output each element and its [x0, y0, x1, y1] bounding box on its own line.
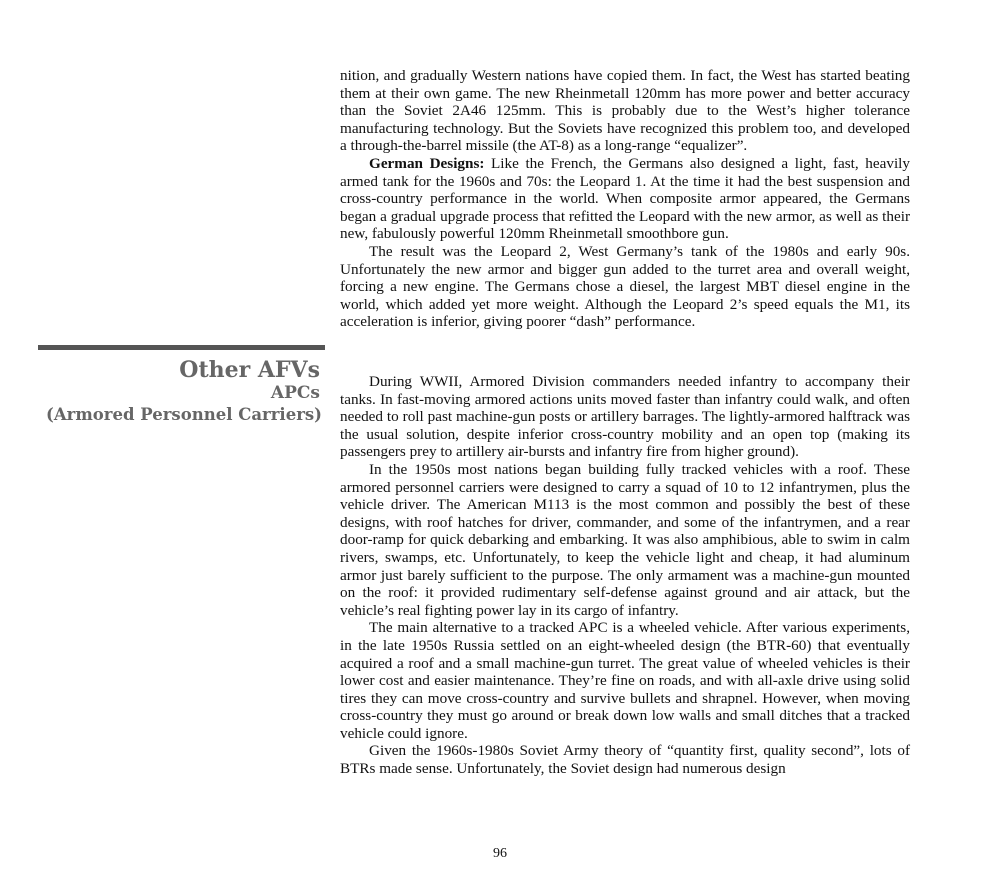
page-number: 96 [493, 846, 507, 861]
paragraph-text: During WWII, Armored Division commanders needed infantry to accompany their tanks. In fast-moving armored actions units moved faster than infantry could walk, and often needed to roll past machine-gun posts or artillery barrages. The lightly-armored halftrack was the usual solution, despite inferior cross-country mobility and an open top (making its passengers prey to artillery air-bursts and infantry fire from higher ground). [340, 373, 910, 461]
section-rule [38, 345, 325, 350]
paragraph [340, 243, 910, 331]
section-heading-block [42, 345, 320, 425]
paragraph-text: The main alternative to a tracked APC is a wheeled vehicle. After various experiments, in the late 1950s Russia settled on an eight-wheeled design (the BTR-60) that eventually acquired a roof and a small machine-gun turret. The great value of wheeled vehicles is their lower cost and easier maintenance. They’re fine on roads, and with all-axle drive using solid tires they can move cross-country and survive bullets and shrapnel. However, when moving cross-country they must go around or break down low walls and small ditches that a tracked vehicle could ignore. [340, 619, 910, 742]
section-subheading-expansion: (Armored Personnel Carriers) [46, 405, 322, 424]
paragraph-text: Like the French, the Germans also designed a light, fast, heavily armed tank for the 1960s and 70s: the Leopard 1. At the time it had the best suspension and cross-country performance in the world. When composite armor appeared, the Germans began a gradual upgrade process that refitted the Leopard with the new armor, as well as their new, fabulously powerful 120mm Rheinmetall smoothbore gun. [340, 154, 910, 243]
paragraph-text: In the 1950s most nations began building fully tracked vehicles with a roof. These armored personnel carriers were designed to carry a squad of 10 to 12 infantrymen, plus the vehicle driver. The American M113 is the most common and possibly the best of these designs, with roof hatches for driver, commander, and some of the infantrymen, and a rear door-ramp for quick debarking and embarking. It was also amphibious, able to swim in calm rivers, swamps, etc. Unfortunately, to keep the vehicle light and cheap, it had aluminum armor just barely sufficient to the purpose. The only armament was a machine-gun mounted on the roof: it provided rudimentary self-defense against ground and air attack, but the vehicle’s real fighting power lay in its cargo of infantry. [340, 460, 910, 619]
bottom-text-block [340, 373, 910, 778]
paragraph [340, 461, 910, 619]
paragraph [340, 742, 910, 777]
paragraph [340, 67, 910, 155]
paragraph [340, 619, 910, 742]
paragraph-text: Given the 1960s-1980s Soviet Army theory of “quantity first, quality second”, lots of BTRs made sense. Unfortunately, the Soviet design had numerous design [340, 742, 910, 778]
paragraph [340, 373, 910, 461]
section-subheading: APCs [270, 383, 320, 403]
run-in-heading: German Designs: [369, 154, 485, 172]
paragraph-german-designs [340, 155, 910, 243]
section-heading: Other AFVs [179, 357, 320, 383]
top-text-block [340, 67, 910, 331]
paragraph-text: The result was the Leopard 2, West Germany’s tank of the 1980s and early 90s. Unfortunately the new armor and bigger gun added to the turret area and overall weight, forcing a new engine. The Germans chose a diesel, the largest MBT diesel engine in the world, which added yet more weight. Although the Leopard 2’s speed equals the M1, its acceleration is inferior, giving poorer “dash” performance. [340, 242, 910, 331]
paragraph-text: nition, and gradually Western nations have copied them. In fact, the West has started beating them at their own game. The new Rheinmetall 120mm has more power and better accuracy than the Soviet 2A46 125mm. This is probably due to the West’s higher tolerance manufacturing technology. But the Soviets have recognized this problem too, and developed a through-the-barrel missile (the AT-8) as a long-range “equalizer”. [340, 67, 910, 155]
